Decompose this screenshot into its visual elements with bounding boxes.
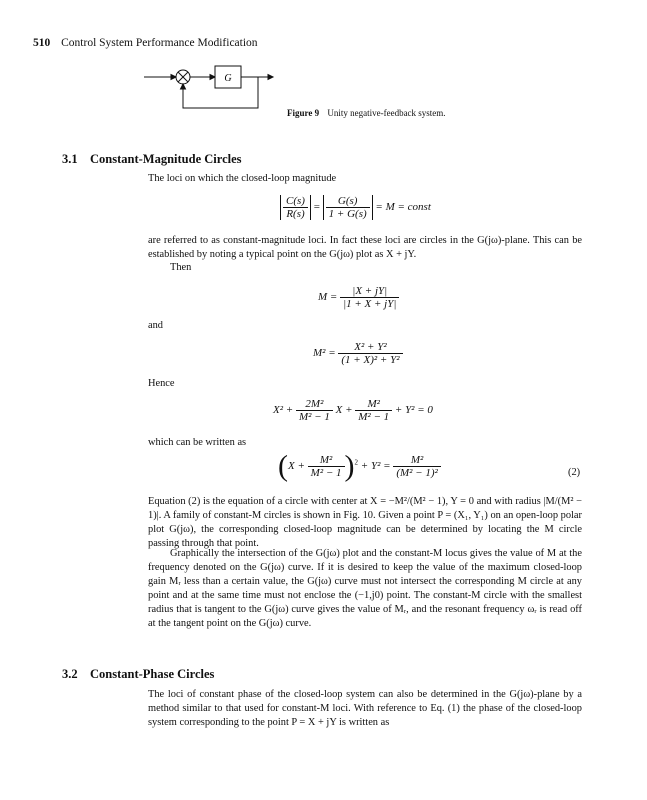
eq2-lhs: M² = — [313, 347, 336, 360]
g-block-label: G — [224, 73, 232, 84]
eq0-num1: C(s) — [283, 195, 308, 208]
figure-caption — [287, 108, 446, 118]
eq3-d1: M² − 1 — [298, 411, 330, 423]
running-title: Control System Performance Modification — [61, 37, 258, 49]
eq4-d2: (M² − 1)² — [396, 467, 438, 479]
eq3-n2: M² — [355, 398, 392, 411]
section-heading-3-2 — [62, 667, 214, 682]
paragraph-loci: are referred to as constant-magnitude loci. In fact these loci are circles in the G(jω)-plane. This can be established by noting a typical point on the G(jω) plot as X + jY. — [148, 235, 582, 260]
eq3-a: X² + — [273, 404, 294, 417]
equation-closed-loop-magnitude: $\frac{C(s)}{R(s)}$ = $\frac{G(s)}{1 + G(s)}$ = M = const — [280, 195, 431, 220]
section-title: Constant-Phase Circles — [90, 667, 215, 681]
section-heading-3-1 — [62, 152, 242, 167]
eq2-num: X² + Y² — [338, 341, 402, 354]
section-title: Constant-Magnitude Circles — [90, 152, 242, 166]
eq3-n1: 2M² — [296, 398, 333, 411]
page-number: 510 — [33, 37, 51, 49]
eq3-d2: M² − 1 — [358, 411, 390, 423]
eq4-n1: M² — [308, 454, 345, 467]
equation-m-magnitude — [318, 285, 399, 310]
paragraph-circle-center: Equation (2) is the equation of a circle with center at X = −M²/(M² − 1), Y = 0 and with radius |M/(M² − 1)|. A family of constant-M circles is shown in Fig. 10. Given a point P = (X₁, Y₁) on an open-loop polar plot G(jω), the corresponding closed-loop magnitude can be determined by locating the M circle passing through that point. — [148, 496, 582, 549]
figure-label: Figure 9 — [287, 108, 320, 118]
eq1-num: |X + jY| — [340, 285, 399, 298]
running-header — [33, 37, 258, 49]
figure-caption-text: Unity negative-feedback system. — [327, 108, 446, 118]
eq4-n2: M² — [393, 454, 441, 467]
equation-number: (2) — [568, 467, 581, 478]
eq3-c: + Y² = 0 — [394, 404, 433, 417]
equation-circle: (X + $\frac{\text{M²}}{\text{M² − 1}}$ )$^2$ + Y² = $\frac{\text{M²}}{\text{(M² − 1)²}}$ — [278, 454, 441, 479]
eq0-den2: 1 + G(s) — [328, 208, 367, 220]
eq2-den: (1 + X)² + Y² — [341, 354, 400, 366]
and-label: and — [148, 320, 164, 331]
eq1-lhs: M = — [318, 291, 338, 304]
eq3-b: X + — [335, 404, 353, 417]
eq0-num2: G(s) — [326, 195, 370, 208]
eq4-b: + Y² = — [360, 460, 391, 473]
eq0-rhs: = M = const — [375, 201, 431, 214]
eq4-d1: M² − 1 — [310, 467, 342, 479]
block-diagram — [140, 60, 280, 120]
section-number: 3.1 — [62, 152, 78, 166]
eq4-square: 2 — [354, 458, 359, 467]
eq0-den1: R(s) — [286, 208, 305, 220]
paragraph-constant-phase: The loci of constant phase of the closed-loop system can also be determined in the G(jω)-plane by a method similar to that used for constant-M loci. With reference to Eq. (1) the phase of the closed-loop system corresponding to the point P = X + jY is written as — [148, 689, 582, 728]
equation-expanded — [273, 398, 433, 423]
which-label: which can be written as — [148, 437, 247, 448]
eq4-a: X + — [288, 460, 305, 473]
then-label: Then — [170, 262, 192, 273]
hence-label: Hence — [148, 378, 175, 389]
paragraph-graphical: Graphically the intersection of the G(jω) plot and the constant-M locus gives the value of M at the frequency denoted on the G(jω) curve. If it is desired to keep the value of the maximum closed-loop gain Mᵣ less than a certain value, the G(jω) curve must not intersect the corresponding M circle at any point and at the same time must not enclose the (−1,j0) point. The constant-M circle with the smallest radius that is tangent to the G(jω) curve gives the value of Mᵣ, and the resonant frequency ωᵣ is read off at the tangent point on the G(jω) curve. — [148, 548, 582, 629]
eq1-den: |1 + X + jY| — [343, 298, 397, 310]
equation-m-squared — [313, 341, 403, 366]
intro-text: The loci on which the closed-loop magnitude — [148, 173, 337, 184]
section-number: 3.2 — [62, 667, 78, 681]
